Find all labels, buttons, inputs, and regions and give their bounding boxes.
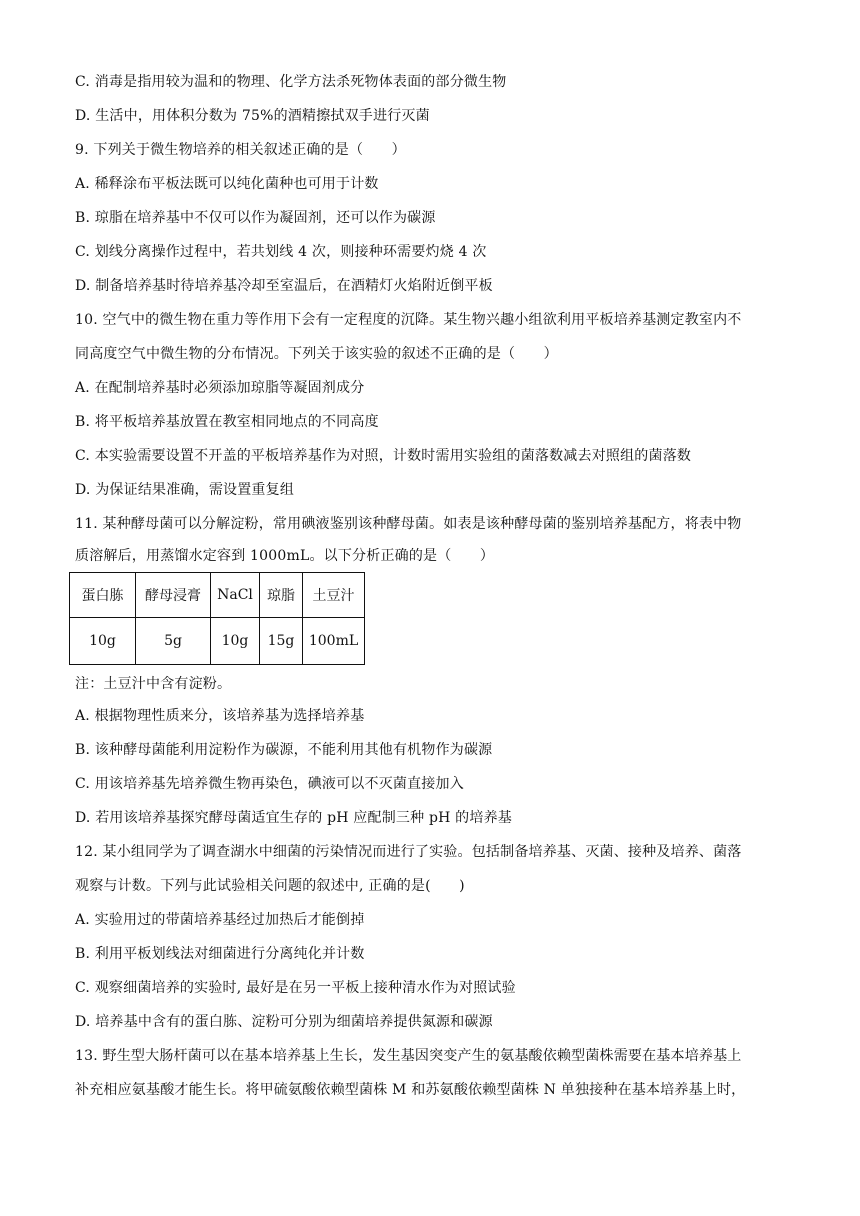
option-a-q12: A. 实验用过的带菌培养基经过加热后才能倒掉: [75, 912, 365, 928]
table-header-cell: NaCl: [211, 573, 260, 618]
table-cell: 10g: [211, 618, 260, 665]
table-header-cell: 酵母浸膏: [136, 573, 211, 618]
question-9: 9. 下列关于微生物培养的相关叙述正确的是（ ）: [75, 142, 406, 158]
option-c-q8: C. 消毒是指用较为温和的物理、化学方法杀死物体表面的部分微生物: [75, 74, 507, 90]
option-c-q9: C. 划线分离操作过程中，若共划线 4 次，则接种环需要灼烧 4 次: [75, 244, 487, 260]
table-header-row: [70, 573, 365, 618]
medium-recipe-table: [69, 572, 365, 665]
question-13-line-1: 13. 野生型大肠杆菌可以在基本培养基上生长，发生基因突变产生的氨基酸依赖型菌株需要在基本培养基上: [75, 1048, 742, 1064]
table-header-cell: 蛋白胨: [70, 573, 136, 618]
table-cell: 15g: [260, 618, 303, 665]
table-cell: 5g: [136, 618, 211, 665]
option-a-q9: A. 稀释涂布平板法既可以纯化菌种也可用于计数: [75, 176, 379, 192]
option-d-q11: D. 若用该培养基探究酵母菌适宜生存的 pH 应配制三种 pH 的培养基: [75, 810, 512, 826]
table-header-cell: 琼脂: [260, 573, 303, 618]
question-11-line-2: 质溶解后，用蒸馏水定容到 1000mL。以下分析正确的是（ ）: [75, 548, 495, 564]
option-c-q11: C. 用该培养基先培养微生物再染色，碘液可以不灭菌直接加入: [75, 776, 464, 792]
option-c-q12: C. 观察细菌培养的实验时, 最好是在另一平板上接种清水作为对照试验: [75, 980, 516, 996]
question-10-line-2: 同高度空气中微生物的分布情况。下列关于该实验的叙述不正确的是（ ）: [75, 346, 558, 362]
option-b-q12: B. 利用平板划线法对细菌进行分离纯化并计数: [75, 946, 365, 962]
question-11-line-1: 11. 某种酵母菌可以分解淀粉，常用碘液鉴别该种酵母菌。如表是该种酵母菌的鉴别培养基配方，将表中物: [75, 516, 742, 532]
option-a-q10: A. 在配制培养基时必须添加琼脂等凝固剂成分: [75, 380, 365, 396]
option-d-q9: D. 制备培养基时待培养基冷却至室温后，在酒精灯火焰附近倒平板: [75, 278, 493, 294]
option-a-q11: A. 根据物理性质来分，该培养基为选择培养基: [75, 708, 365, 724]
option-b-q11: B. 该种酵母菌能利用淀粉作为碳源，不能利用其他有机物作为碳源: [75, 742, 493, 758]
option-b-q9: B. 琼脂在培养基中不仅可以作为凝固剂，还可以作为碳源: [75, 210, 436, 226]
table-row: [70, 618, 365, 665]
table-cell: 10g: [70, 618, 136, 665]
table-header-cell: 土豆汁: [303, 573, 365, 618]
question-13-line-2: 补充相应氨基酸才能生长。将甲硫氨酸依赖型菌株 M 和苏氨酸依赖型菌株 N 单独接种在基本培养基上时，: [75, 1082, 746, 1098]
option-d-q10: D. 为保证结果准确，需设置重复组: [75, 482, 295, 498]
question-12-line-2: 观察与计数。下列与此试验相关问题的叙述中, 正确的是( ): [75, 878, 465, 894]
table-note: 注：土豆汁中含有淀粉。: [75, 676, 232, 692]
option-b-q10: B. 将平板培养基放置在教室相同地点的不同高度: [75, 414, 379, 430]
question-10-line-1: 10. 空气中的微生物在重力等作用下会有一定程度的沉降。某生物兴趣小组欲利用平板培养基测定教室内不: [75, 312, 742, 328]
option-d-q12: D. 培养基中含有的蛋白胨、淀粉可分别为细菌培养提供氮源和碳源: [75, 1014, 493, 1030]
table-cell: 100mL: [303, 618, 365, 665]
option-c-q10: C. 本实验需要设置不开盖的平板培养基作为对照，计数时需用实验组的菌落数减去对照组的菌落数: [75, 448, 692, 464]
question-12-line-1: 12. 某小组同学为了调查湖水中细菌的污染情况而进行了实验。包括制备培养基、灭菌、接种及培养、菌落: [75, 844, 742, 860]
option-d-q8: D. 生活中，用体积分数为 75%的酒精擦拭双手进行灭菌: [75, 108, 430, 124]
